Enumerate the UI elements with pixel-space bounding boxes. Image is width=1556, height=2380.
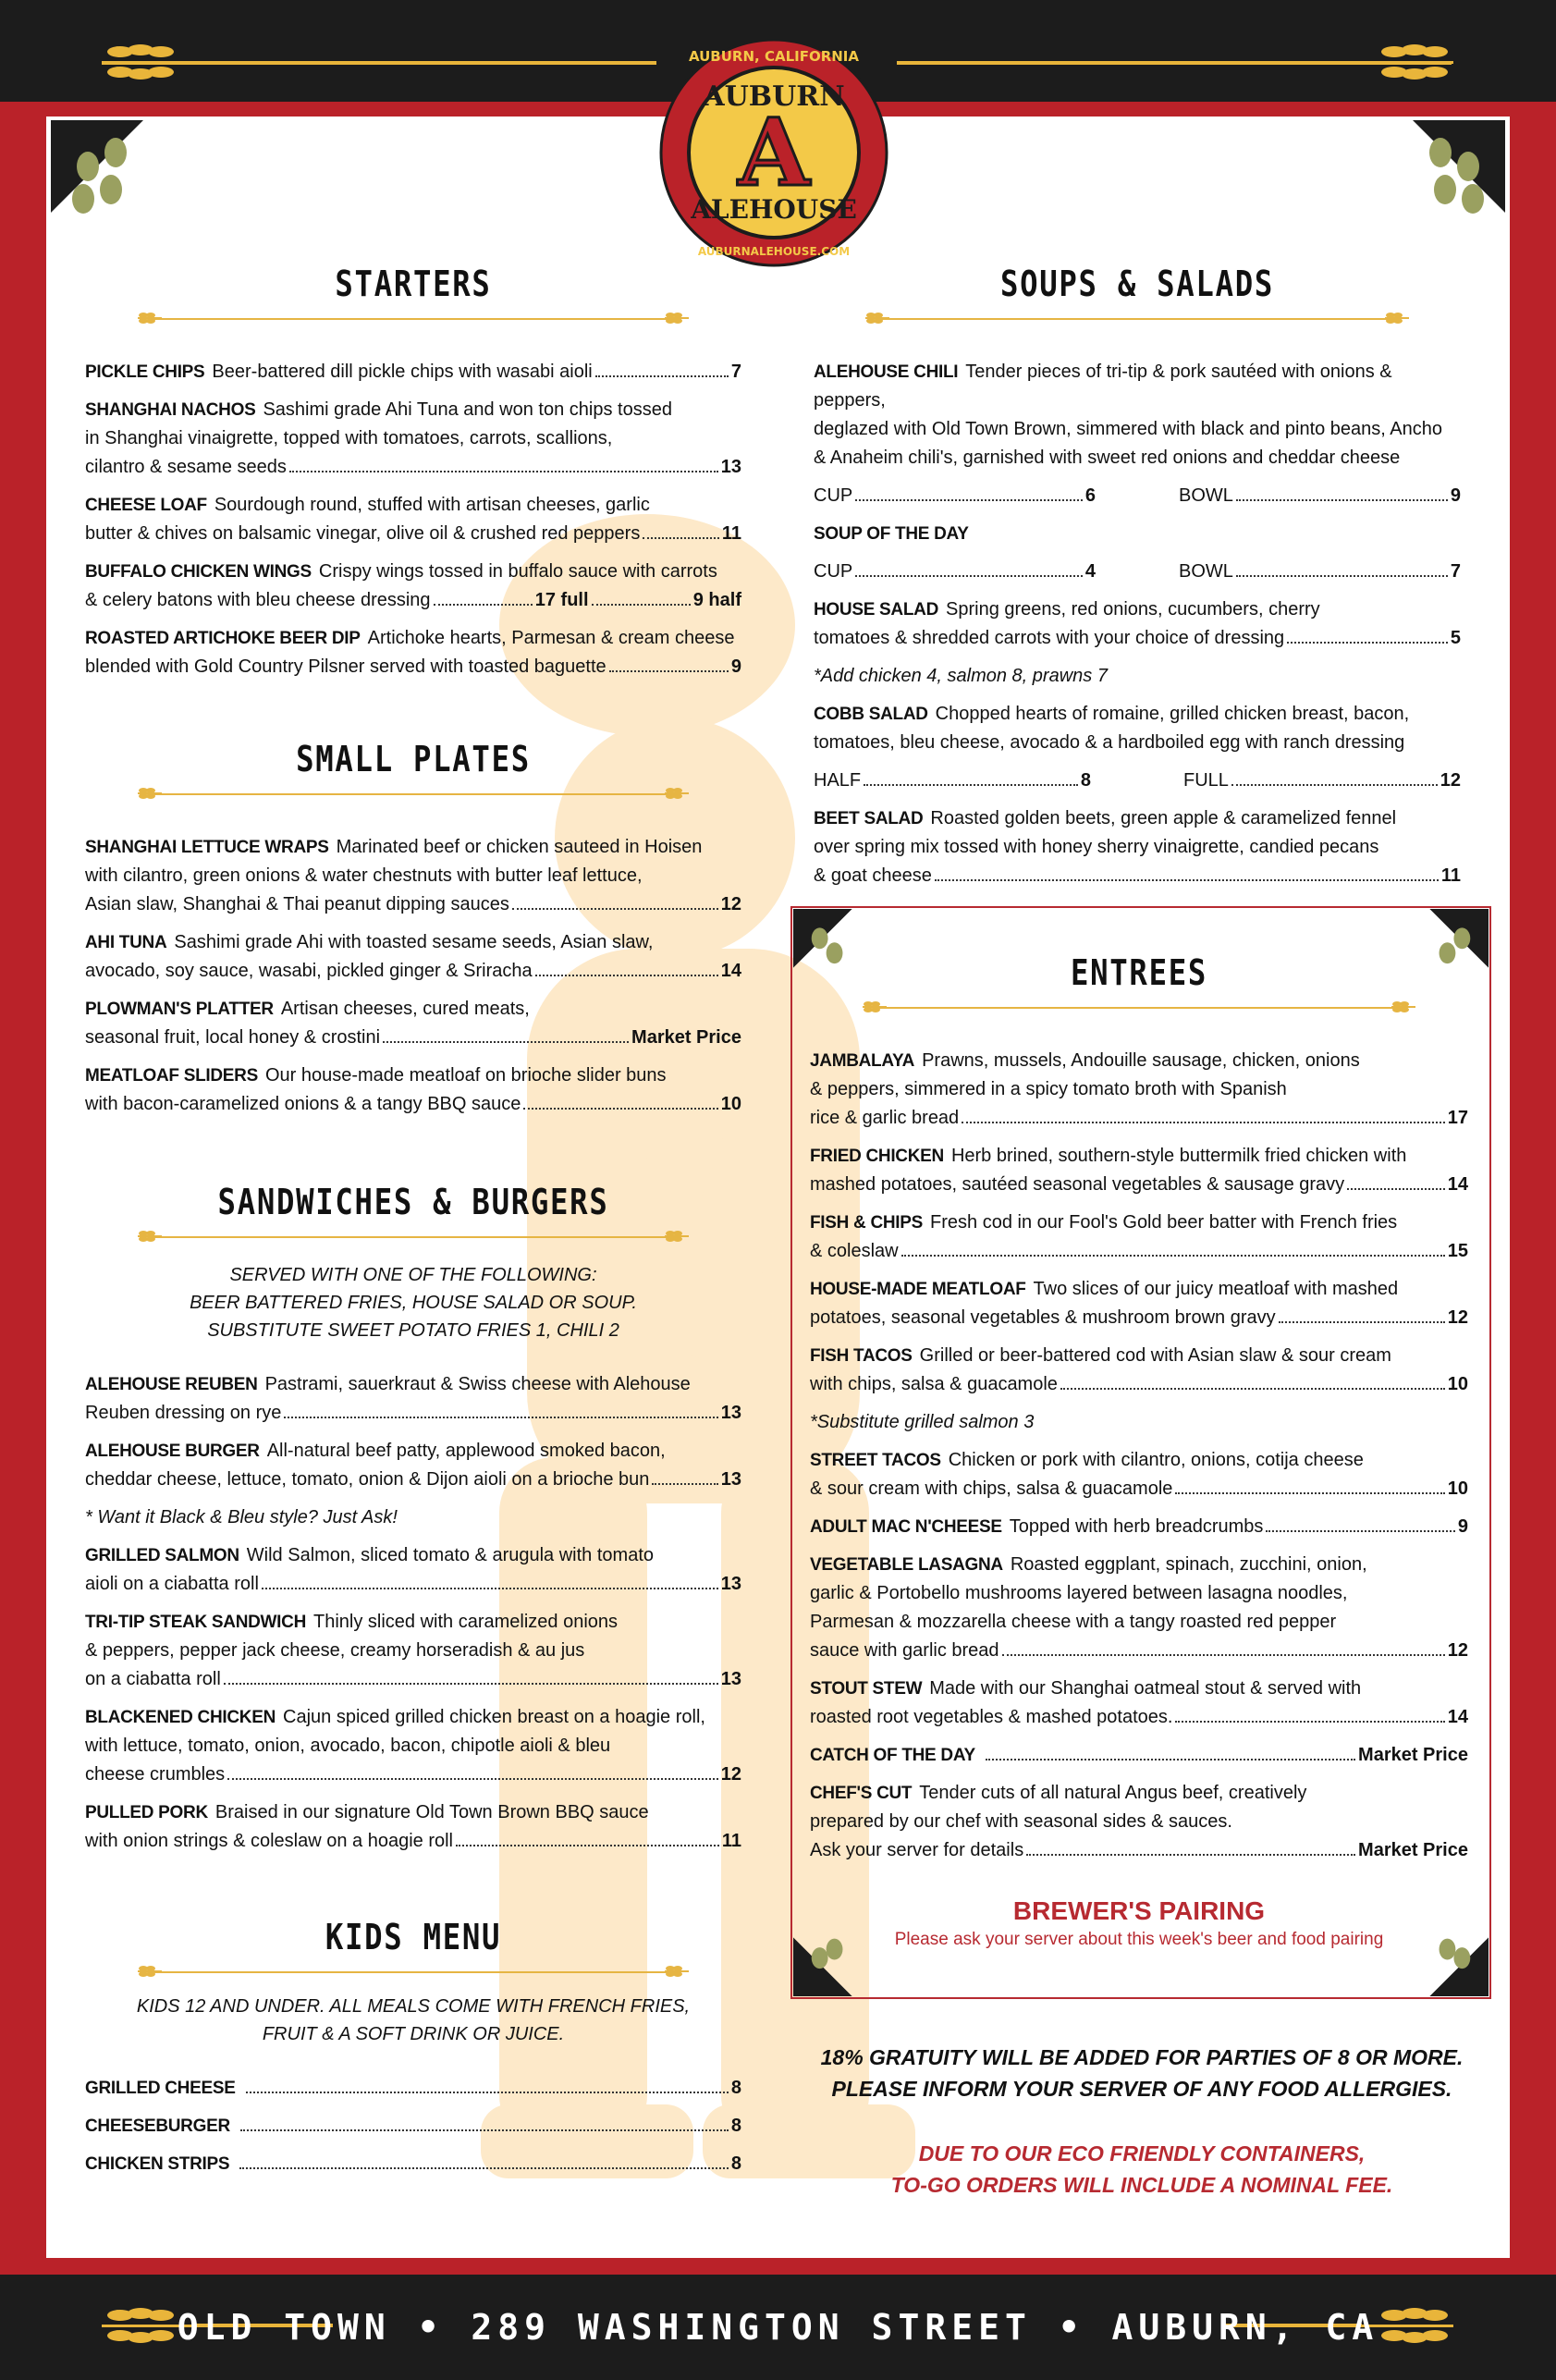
menu-item (810, 1551, 1468, 1665)
item-desc: & coleslaw (810, 1241, 899, 1261)
item-price: 9 (1450, 485, 1461, 506)
item-name: GRILLED CHEESE (85, 2079, 236, 2098)
menu-item (810, 1142, 1468, 1199)
menu-item (85, 558, 741, 615)
menu-item (85, 491, 741, 548)
item-name: AHI TUNA (85, 933, 167, 952)
item-price: 13 (720, 1403, 741, 1423)
item-name: CHEESEBURGER (85, 2116, 230, 2136)
menu-item (85, 1370, 741, 1428)
item-desc: Fresh cod in our Fool's Gold beer batter with French fries (930, 1212, 1398, 1233)
item-note: *Substitute grilled salmon 3 (810, 1412, 1035, 1432)
item-price: 13 (720, 1669, 741, 1689)
item-desc: Braised in our signature Old Town Brown BBQ sauce (214, 1802, 649, 1822)
dot-leader (592, 604, 691, 606)
item-price: 9 half (692, 590, 741, 610)
menu-item (85, 396, 741, 482)
item-desc: aioli on a ciabatta roll (85, 1574, 259, 1594)
menu-item (810, 1446, 1468, 1503)
item-desc: & Anaheim chili's, garnished with sweet red onions and cheddar cheese (814, 448, 1401, 468)
dot-leader (962, 1122, 1445, 1123)
intro-line: FRUIT & A SOFT DRINK OR JUICE. (262, 2024, 565, 2044)
item-price: 8 (730, 2116, 741, 2136)
alehouse-logo (658, 37, 889, 268)
section-divider (814, 308, 1461, 330)
cobb-prices (814, 767, 1461, 795)
item-price: 4 (1084, 561, 1096, 582)
dot-leader (643, 537, 719, 539)
item-desc: Reuben dressing on rye (85, 1403, 282, 1423)
wheat-ornament-icon (138, 1229, 162, 1244)
size-label: FULL (1183, 770, 1229, 791)
menu-item (85, 2150, 741, 2178)
item-note: * Want it Black & Bleu style? Just Ask! (85, 1507, 398, 1527)
item-desc: Tender cuts of all natural Angus beef, creatively (919, 1783, 1307, 1803)
item-desc: Crispy wings tossed in buffalo sauce with carrots (318, 561, 717, 582)
item-name: JAMBALAYA (810, 1051, 915, 1071)
item-name: ROASTED ARTICHOKE BEER DIP (85, 629, 361, 648)
dot-leader (1026, 1854, 1355, 1856)
logo-arc-bottom: AUBURNALEHOUSE.COM (697, 245, 851, 258)
eco-line: DUE TO OUR ECO FRIENDLY CONTAINERS, (918, 2141, 1366, 2165)
item-desc: & peppers, simmered in a spicy tomato broth with Spanish (810, 1079, 1287, 1099)
item-price: 13 (720, 1574, 741, 1594)
dot-leader (901, 1255, 1445, 1257)
item-desc: tomatoes & shredded carrots with your choice of dressing (814, 628, 1285, 648)
item-desc: Pastrami, sauerkraut & Swiss cheese with Alehouse (264, 1374, 691, 1394)
item-price: 17 full (534, 590, 589, 610)
item-desc: rice & garlic bread (810, 1108, 960, 1128)
menu-item (85, 928, 741, 986)
item-desc: Spring greens, red onions, cucumbers, cherry (946, 599, 1320, 620)
logo-word-top: AUBURN (703, 80, 845, 113)
dot-leader (986, 1759, 1355, 1760)
menu-item (810, 1513, 1468, 1541)
item-desc: prepared by our chef with seasonal sides & sauces. (810, 1811, 1232, 1832)
item-price: 13 (720, 457, 741, 477)
item-price: 12 (1447, 1307, 1468, 1328)
dot-leader (456, 1845, 719, 1846)
menu-item (85, 1061, 741, 1119)
item-price: 12 (720, 894, 741, 914)
item-desc: Wild Salmon, sliced tomato & arugula with tomato (246, 1545, 654, 1565)
wheat-ornament-icon (665, 1964, 689, 1979)
add-protein-note: *Add chicken 4, salmon 8, prawns 7 (814, 666, 1108, 686)
size-label: BOWL (1179, 485, 1233, 506)
menu-item (85, 1798, 741, 1856)
intro-line: SUBSTITUTE SWEET POTATO FRIES 1, CHILI 2 (207, 1320, 619, 1341)
dot-leader (1060, 1388, 1445, 1390)
item-desc: cheddar cheese, lettuce, tomato, onion & Dijon aioli on a brioche bun (85, 1469, 650, 1490)
item-price: 14 (1447, 1174, 1468, 1195)
kids-section (85, 1917, 741, 2178)
small-plates-section (85, 739, 741, 1119)
item-desc: Cajun spiced grilled chicken breast on a hoagie roll, (283, 1707, 705, 1727)
allergy-line: PLEASE INFORM YOUR SERVER OF ANY FOOD ALLERGIES. (831, 2077, 1452, 2101)
item-price: Market Price (1358, 1840, 1468, 1860)
item-price: 8 (730, 2078, 741, 2098)
item-desc: with chips, salsa & guacamole (810, 1374, 1058, 1394)
item-desc: cheese crumbles (85, 1764, 226, 1785)
sandwiches-section (85, 1182, 741, 1856)
item-name: STOUT STEW (810, 1679, 923, 1699)
wheat-ornament-icon (863, 1000, 887, 1014)
dot-leader (239, 2167, 729, 2169)
item-name: CHICKEN STRIPS (85, 2154, 230, 2174)
section-divider (85, 783, 741, 805)
item-desc: Grilled or beer-battered cod with Asian slaw & sour cream (919, 1345, 1391, 1366)
section-divider (85, 1961, 741, 1983)
item-name: HOUSE-MADE MEATLOAF (810, 1280, 1026, 1299)
item-desc: Artisan cheeses, cured meats, (280, 999, 530, 1019)
item-name: FISH & CHIPS (810, 1213, 924, 1233)
item-desc: Sourdough round, stuffed with artisan cheeses, garlic (214, 495, 650, 515)
item-name: BUFFALO CHICKEN WINGS (85, 562, 312, 582)
item-price: 7 (1450, 561, 1461, 582)
dot-leader (595, 375, 729, 377)
logo-letter: A (738, 98, 810, 207)
item-desc: on a ciabatta roll (85, 1669, 221, 1689)
item-price: 12 (1440, 770, 1461, 791)
item-desc: & sour cream with chips, salsa & guacamole (810, 1478, 1173, 1499)
menu-item (85, 2112, 741, 2141)
menu-item (85, 358, 741, 386)
size-label: HALF (814, 770, 862, 791)
dot-leader (240, 2129, 729, 2131)
dot-leader (284, 1417, 717, 1418)
size-label: BOWL (1179, 561, 1233, 582)
item-desc: butter & chives on balsamic vinegar, olive oil & crushed red peppers (85, 523, 641, 544)
intro-line: SERVED WITH ONE OF THE FOLLOWING: (229, 1265, 597, 1285)
dot-leader (652, 1483, 717, 1485)
item-desc: & peppers, pepper jack cheese, creamy horseradish & au jus (85, 1640, 585, 1661)
dot-leader (523, 1108, 717, 1110)
item-price: Market Price (1358, 1745, 1468, 1765)
item-desc: with lettuce, tomato, onion, avocado, bacon, chipotle aioli & bleu (85, 1736, 611, 1756)
section-title: STARTERS (335, 264, 492, 304)
item-price: 14 (720, 961, 741, 981)
item-price: 13 (720, 1469, 741, 1490)
item-name: ALEHOUSE REUBEN (85, 1375, 258, 1394)
item-name: HOUSE SALAD (814, 600, 938, 620)
item-desc: Sashimi grade Ahi Tuna and won ton chips tossed (263, 399, 672, 420)
wheat-icon (1352, 39, 1463, 85)
logo-arc-top: AUBURN, CALIFORNIA (688, 48, 860, 65)
item-price: 11 (721, 523, 741, 544)
menu-item (814, 700, 1461, 757)
item-name: ALEHOUSE BURGER (85, 1441, 260, 1461)
brewer-pairing (810, 1896, 1468, 1950)
menu-item (85, 1437, 741, 1494)
item-desc: Marinated beef or chicken sauteed in Hoisen (336, 837, 703, 857)
gratuity-line: 18% GRATUITY WILL BE ADDED FOR PARTIES OF 8 OR MORE. (820, 2045, 1464, 2069)
section-title: SANDWICHES & BURGERS (217, 1182, 609, 1222)
item-desc: Made with our Shanghai oatmeal stout & served with (929, 1678, 1362, 1699)
item-name: CATCH OF THE DAY (810, 1746, 975, 1765)
menu-item (810, 1208, 1468, 1266)
menu-item (810, 1275, 1468, 1332)
item-name: TRI-TIP STEAK SANDWICH (85, 1613, 306, 1632)
item-desc: Thinly sliced with caramelized onions (313, 1612, 619, 1632)
dot-leader (1279, 1321, 1445, 1323)
menu-item (810, 1779, 1468, 1865)
item-desc: Artichoke hearts, Parmesan & cream cheese (367, 628, 735, 648)
item-desc: sauce with garlic bread (810, 1640, 999, 1661)
section-title: SOUPS & SALADS (999, 264, 1275, 304)
item-desc: seasonal fruit, local honey & crostini (85, 1027, 381, 1048)
dot-leader (1175, 1721, 1444, 1723)
item-desc: Parmesan & mozzarella cheese with a tangy roasted red pepper (810, 1612, 1337, 1632)
section-divider (85, 308, 741, 330)
item-price: 15 (1447, 1241, 1468, 1261)
item-desc: Topped with herb breadcrumbs (1009, 1516, 1264, 1537)
section-title: KIDS MENU (325, 1917, 502, 1957)
menu-item (814, 358, 1461, 472)
menu-item (814, 595, 1461, 653)
dot-leader (262, 1588, 718, 1589)
item-name: SHANGHAI LETTUCE WRAPS (85, 838, 329, 857)
item-desc: tomatoes, bleu cheese, avocado & a hardboiled egg with ranch dressing (814, 732, 1405, 753)
item-name: SOUP OF THE DAY (814, 524, 969, 544)
item-name: CHEF'S CUT (810, 1784, 913, 1803)
item-price: 6 (1084, 485, 1096, 506)
item-desc: with onion strings & coleslaw on a hoagie roll (85, 1831, 453, 1851)
item-price: 9 (730, 656, 741, 677)
item-price: 11 (721, 1831, 741, 1851)
item-name: BLACKENED CHICKEN (85, 1708, 276, 1727)
item-name: BEET SALAD (814, 809, 924, 828)
wheat-ornament-icon (138, 1964, 162, 1979)
left-column (85, 264, 741, 2188)
item-name: PLOWMAN'S PLATTER (85, 1000, 274, 1019)
wheat-ornament-icon (665, 1229, 689, 1244)
hops-corner-icon (51, 120, 153, 222)
item-desc: deglazed with Old Town Brown, simmered with black and pinto beans, Ancho (814, 419, 1443, 439)
starters-section (85, 264, 741, 681)
item-name: COBB SALAD (814, 705, 928, 724)
item-desc: Ask your server for details (810, 1840, 1024, 1860)
soups-section (814, 264, 1461, 900)
menu-item (85, 624, 741, 681)
item-desc: with cilantro, green onions & water chestnuts with butter leaf lettuce, (85, 865, 643, 886)
logo-word-bottom: ALEHOUSE (691, 194, 857, 225)
item-price: 10 (720, 1094, 741, 1114)
item-desc: Prawns, mussels, Andouille sausage, chicken, onions (922, 1050, 1360, 1071)
item-desc: potatoes, seasonal vegetables & mushroom brown gravy (810, 1307, 1276, 1328)
item-name: ALEHOUSE CHILI (814, 362, 959, 382)
menu-item (85, 1703, 741, 1789)
brewer-subtitle: Please ask your server about this week's beer and food pairing (894, 1930, 1384, 1949)
item-price: 12 (720, 1764, 741, 1785)
item-desc: avocado, soy sauce, wasabi, pickled ginger & Sriracha (85, 961, 533, 981)
menu-item (810, 1675, 1468, 1732)
wheat-ornament-icon (1385, 311, 1409, 325)
menu-item (85, 2074, 741, 2103)
item-price: 10 (1447, 1374, 1468, 1394)
section-divider (810, 997, 1468, 1019)
item-price: 8 (1080, 770, 1091, 791)
entrees-section (810, 952, 1468, 1950)
item-desc: Beer-battered dill pickle chips with wasabi aioli (212, 362, 593, 382)
menu-item (85, 995, 741, 1052)
menu-item (814, 804, 1461, 890)
section-divider (85, 1226, 741, 1248)
sandwich-intro (85, 1261, 741, 1344)
item-desc: Asian slaw, Shanghai & Thai peanut dipping sauces (85, 894, 509, 914)
dot-leader (246, 2092, 729, 2093)
wheat-ornament-icon (665, 786, 689, 801)
item-desc: blended with Gold Country Pilsner served with toasted baguette (85, 656, 606, 677)
dot-leader (224, 1683, 718, 1685)
item-name: SHANGHAI NACHOS (85, 400, 256, 420)
item-desc: Herb brined, southern-style buttermilk fried chicken with (950, 1146, 1407, 1166)
item-price: 8 (730, 2153, 741, 2174)
menu-item (810, 1741, 1468, 1770)
wheat-ornament-icon (1391, 1000, 1415, 1014)
wheat-ornament-icon (665, 311, 689, 325)
item-desc: Chicken or pork with cilantro, onions, cotija cheese (948, 1450, 1364, 1470)
menu-item (85, 1541, 741, 1599)
item-name: MEATLOAF SLIDERS (85, 1066, 258, 1086)
dot-leader (227, 1778, 718, 1780)
size-label: CUP (814, 561, 853, 582)
item-name: GRILLED SALMON (85, 1546, 239, 1565)
item-name: FISH TACOS (810, 1346, 913, 1366)
item-name: STREET TACOS (810, 1451, 941, 1470)
dot-leader (1175, 1492, 1444, 1494)
item-desc: Roasted eggplant, spinach, zucchini, onion, (1010, 1554, 1367, 1575)
size-label: CUP (814, 485, 853, 506)
dot-leader (1347, 1188, 1445, 1190)
intro-line: BEER BATTERED FRIES, HOUSE SALAD OR SOUP. (190, 1293, 637, 1313)
dot-leader (383, 1041, 629, 1043)
address-line: OLD TOWN • 289 WASHINGTON STREET • AUBURN, CA (177, 2307, 1379, 2348)
menu-item (810, 1342, 1468, 1399)
item-desc: mashed potatoes, sautéed seasonal vegetables & sausage gravy (810, 1174, 1345, 1195)
menu-item (85, 833, 741, 919)
intro-line: KIDS 12 AND UNDER. ALL MEALS COME WITH FRENCH FRIES, (136, 1996, 691, 2017)
item-desc: in Shanghai vinaigrette, topped with tomatoes, carrots, scallions, (85, 428, 613, 448)
menu-item (85, 1608, 741, 1694)
item-desc: Tender pieces of tri-tip & pork sautéed with onions & peppers, (814, 362, 1392, 411)
item-desc: Sashimi grade Ahi with toasted sesame seeds, Asian slaw, (174, 932, 654, 952)
item-desc: Chopped hearts of romaine, grilled chicken breast, bacon, (935, 704, 1410, 724)
dot-leader (1266, 1530, 1454, 1532)
item-desc: with bacon-caramelized onions & a tangy BBQ sauce (85, 1094, 521, 1114)
menu-item (814, 520, 1461, 548)
item-name: CHEESE LOAF (85, 496, 207, 515)
item-price: 7 (730, 362, 741, 382)
dot-leader (535, 975, 718, 976)
section-title: SMALL PLATES (296, 739, 531, 779)
footer-notes (814, 2042, 1470, 2201)
item-desc: Two slices of our juicy meatloaf with mashed (1033, 1279, 1399, 1299)
item-price: 11 (1440, 865, 1461, 886)
item-price: 17 (1447, 1108, 1468, 1128)
item-name: PULLED PORK (85, 1803, 208, 1822)
item-price: 9 (1457, 1516, 1468, 1537)
kids-intro (85, 1993, 741, 2048)
wheat-ornament-icon (138, 311, 162, 325)
hops-corner-icon (1403, 120, 1505, 222)
dot-leader (609, 670, 729, 672)
dot-leader (512, 908, 718, 910)
wheat-icon (92, 39, 203, 85)
item-desc: & goat cheese (814, 865, 932, 886)
item-name: PICKLE CHIPS (85, 362, 205, 382)
item-name: VEGETABLE LASAGNA (810, 1555, 1003, 1575)
brewer-title: BREWER'S PAIRING (1012, 1896, 1266, 1925)
soup-prices (814, 558, 1461, 586)
item-desc: All-natural beef patty, applewood smoked bacon, (266, 1441, 666, 1461)
item-price: 14 (1447, 1707, 1468, 1727)
item-desc: roasted root vegetables & mashed potatoes. (810, 1707, 1173, 1727)
chili-prices (814, 482, 1461, 510)
item-price: 10 (1447, 1478, 1468, 1499)
wheat-ornament-icon (138, 786, 162, 801)
wheat-ornament-icon (865, 311, 889, 325)
item-desc: & celery batons with bleu cheese dressing (85, 590, 431, 610)
item-name: FRIED CHICKEN (810, 1147, 944, 1166)
item-name: ADULT MAC N'CHEESE (810, 1517, 1002, 1537)
section-title: ENTREES (1070, 952, 1208, 993)
item-price: 12 (1447, 1640, 1468, 1661)
item-desc: garlic & Portobello mushrooms layered between lasagna noodles, (810, 1583, 1348, 1603)
dot-leader (434, 604, 533, 606)
togo-fee-line: TO-GO ORDERS WILL INCLUDE A NOMINAL FEE. (890, 2173, 1393, 2197)
item-price: 5 (1450, 628, 1461, 648)
dot-leader (1002, 1654, 1445, 1656)
item-desc: Our house-made meatloaf on brioche slider buns (264, 1065, 667, 1086)
item-desc: cilantro & sesame seeds (85, 457, 287, 477)
item-price: Market Price (631, 1027, 741, 1048)
item-desc: Roasted golden beets, green apple & caramelized fennel (930, 808, 1397, 828)
item-desc: over spring mix tossed with honey sherry vinaigrette, candied pecans (814, 837, 1379, 857)
menu-item (810, 1047, 1468, 1133)
dot-leader (289, 471, 718, 472)
